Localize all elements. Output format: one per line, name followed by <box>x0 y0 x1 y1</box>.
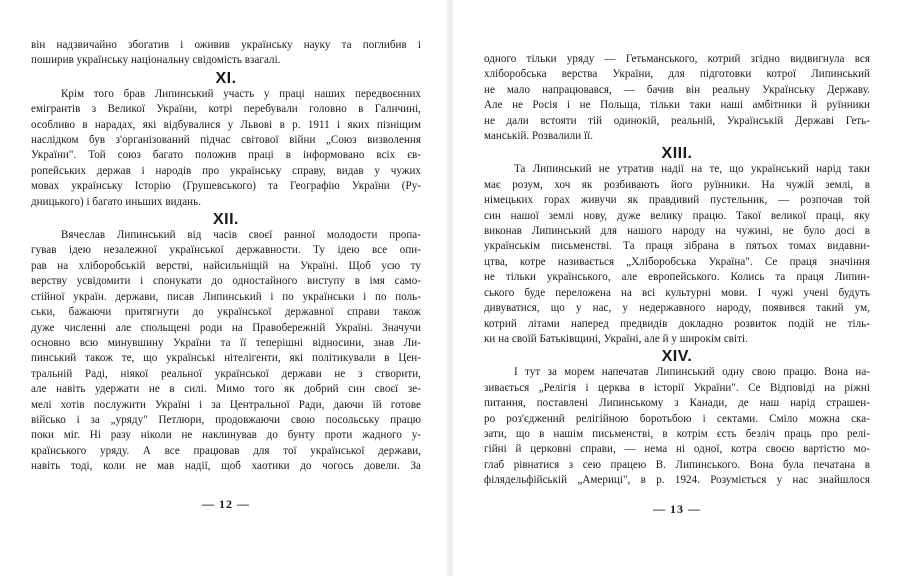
text-line: але навіть удержати не в силі. Мимо того як добрий син своєї зе- <box>31 383 421 396</box>
text-line: має розум, хоч як розбивають його руїнники. На чужій землі, в <box>484 178 870 191</box>
text-line: німецьких горах живучи як правдивий пустельник, — розпочав той <box>484 194 870 207</box>
text-line: Крім того брав Липинський участь у праці наших передвоєнних <box>61 87 421 100</box>
text-line: питання, поставлені Липинському з Канади, де наш нарід страшен- <box>484 397 870 410</box>
text-line: наслідком був з'організований підчас світової війни „Союз визволення <box>31 134 421 147</box>
right-page <box>450 0 900 576</box>
page-number: — 13 — <box>653 502 701 516</box>
paragraph <box>31 87 421 210</box>
text-line: хліборобська верства України, для підготовки котрої Липинський <box>484 68 870 81</box>
text-line: котрий літами наперед предвидів докладно розвиток подій не тіль- <box>484 317 870 330</box>
paragraph <box>484 162 870 347</box>
text-line: одного тільки уряду — Гетьманського, котрий згідно видвигнула вся <box>484 53 870 65</box>
left-page-text <box>31 38 421 475</box>
section-heading: XI. <box>215 69 237 87</box>
text-line: виконав Липинський для нашого народу на чужині, не було досі в <box>484 225 870 238</box>
paragraph <box>31 228 421 475</box>
text-line: ськи, бажаючи притягнути до української державної справи також <box>31 306 421 319</box>
paragraph <box>484 52 870 144</box>
text-line: тральній Раді, ніякої реальної української держави не з створити, <box>31 367 421 380</box>
text-line: українськім письменстві. Та праця зібрана в пятьох томах видавни- <box>484 240 870 253</box>
text-line: син нашої землі нову, дуже велику працю. Такої великої праці, яку <box>484 209 870 222</box>
section-heading: XII. <box>212 211 239 229</box>
text-line: навіть тоді, коли не мав надії, щоб хаотики до чогось довели. За <box>31 460 421 473</box>
text-line: він надзвичайно збогатив і оживив українську науку та поглибив і <box>31 39 421 51</box>
text-line: ського буде переложена на всі культурні мови. І чужі учені будуть <box>484 286 870 299</box>
text-line: дницького) і багато иньших видань. <box>31 195 202 208</box>
text-line: рав на хліборобській верстві, найсильніщій на Україні. Щоб усю ту <box>31 259 421 272</box>
text-line: філядельфійській „Америці", в р. 1924. Розуміється у нас знайшлося <box>484 474 870 487</box>
text-line: цтва, котре називається „Хліборобська Україна". Се праця значіння <box>484 255 870 268</box>
text-line: дуже численні але спольщені роди на Правобережній Україні. Значучи <box>31 321 421 334</box>
text-line: манській. Розвалили її. <box>484 130 594 143</box>
text-line: гійні й церковні справи, — нема ні одної, котра своєю вартістю мо- <box>484 443 870 456</box>
text-line: поширив українську національну свідомість взагалі. <box>31 54 281 67</box>
text-line: дивуватися, що у нас, у недержавного народу, появився такий ум, <box>484 302 870 315</box>
text-line: гував ідею незалежної української державности. Ту ідею все опи- <box>31 244 421 257</box>
text-line: верству усвідомити і спонукати до одностайного виступу в імя само- <box>31 275 421 288</box>
text-line: основно всю минувшину України та її теперішні відносини, знав Ли- <box>31 336 421 349</box>
text-line: Але не Росія і не Польща, тільки таки наші амбітники й руїнники <box>484 99 870 112</box>
text-line: зивається „Релігія і церква в історії України". Се Відповіді на ріжні <box>484 381 870 394</box>
text-line: глаб рівнатися з сею працею В. Липинського. Вона була печатана в <box>484 458 870 471</box>
text-line: І тут за морем напечатав Липинський одну свою працю. Вона на- <box>514 366 870 379</box>
text-line: не мало напрацювався, — бачив він реальну Українську Державу. <box>484 83 870 96</box>
text-line: пинський також те, що українські нітелігенти, які політикували в Цен- <box>31 352 421 365</box>
text-line: військо і за „уряду" Петлюри, продовжаючи свою посольську працю <box>31 413 421 426</box>
text-line: Та Липинський не утратив надії на те, що український нарід таки <box>514 163 870 176</box>
text-line: мовах українську Історію (Грушевського) та Географію України (Ру- <box>31 180 421 193</box>
section-heading: XIV. <box>661 348 693 366</box>
text-line: ропейських держав і народів про українську справу, видав у чужих <box>31 164 421 177</box>
text-line: Вячеслав Липинський від часів своєї ранної молодости пропа- <box>61 229 421 242</box>
text-line: не дали встояти тій одинокій, реальній, Українській Державі Геть- <box>484 114 870 127</box>
right-page-text <box>484 52 870 489</box>
text-line: ро роз'єджений релігійною боротьбою і сектами. Сміло можна ска- <box>484 412 870 425</box>
text-line: України". Той союз багато положив праці в інформовано всіх єв- <box>31 149 421 162</box>
text-line: мелі хотів послужити Україні і за Центральної Ради, даючи їй готове <box>31 398 421 411</box>
text-line: стійної україн. держави, писав Липинський і по українськи і по поль- <box>31 290 421 303</box>
paragraph <box>31 38 421 69</box>
text-line: ки на своїй Батьківщині, Україні, але й у широкім світі. <box>484 332 748 345</box>
text-line: емігрантів з Великої України, котрі перебували головно в Галичині, <box>31 103 421 116</box>
text-line: особливо в нарадах, які відбувалися у Львові в р. 1911 і яких пізніщим <box>31 118 421 131</box>
text-line: зати, що в нашім письменстві, в котрім єсть безліч праць про релі- <box>484 427 870 440</box>
paragraph <box>484 365 870 488</box>
text-line: не тільки українського, але европейського. Колись та праця Липин- <box>484 271 870 284</box>
text-line: країнського уряду. А все працював для тої української держави, <box>31 444 421 457</box>
text-line: поки міг. Ні разу ніколи не наклинував до бунту проти жадного у- <box>31 429 421 442</box>
section-heading: XIII. <box>661 145 693 163</box>
page-number: — 12 — <box>202 497 250 511</box>
